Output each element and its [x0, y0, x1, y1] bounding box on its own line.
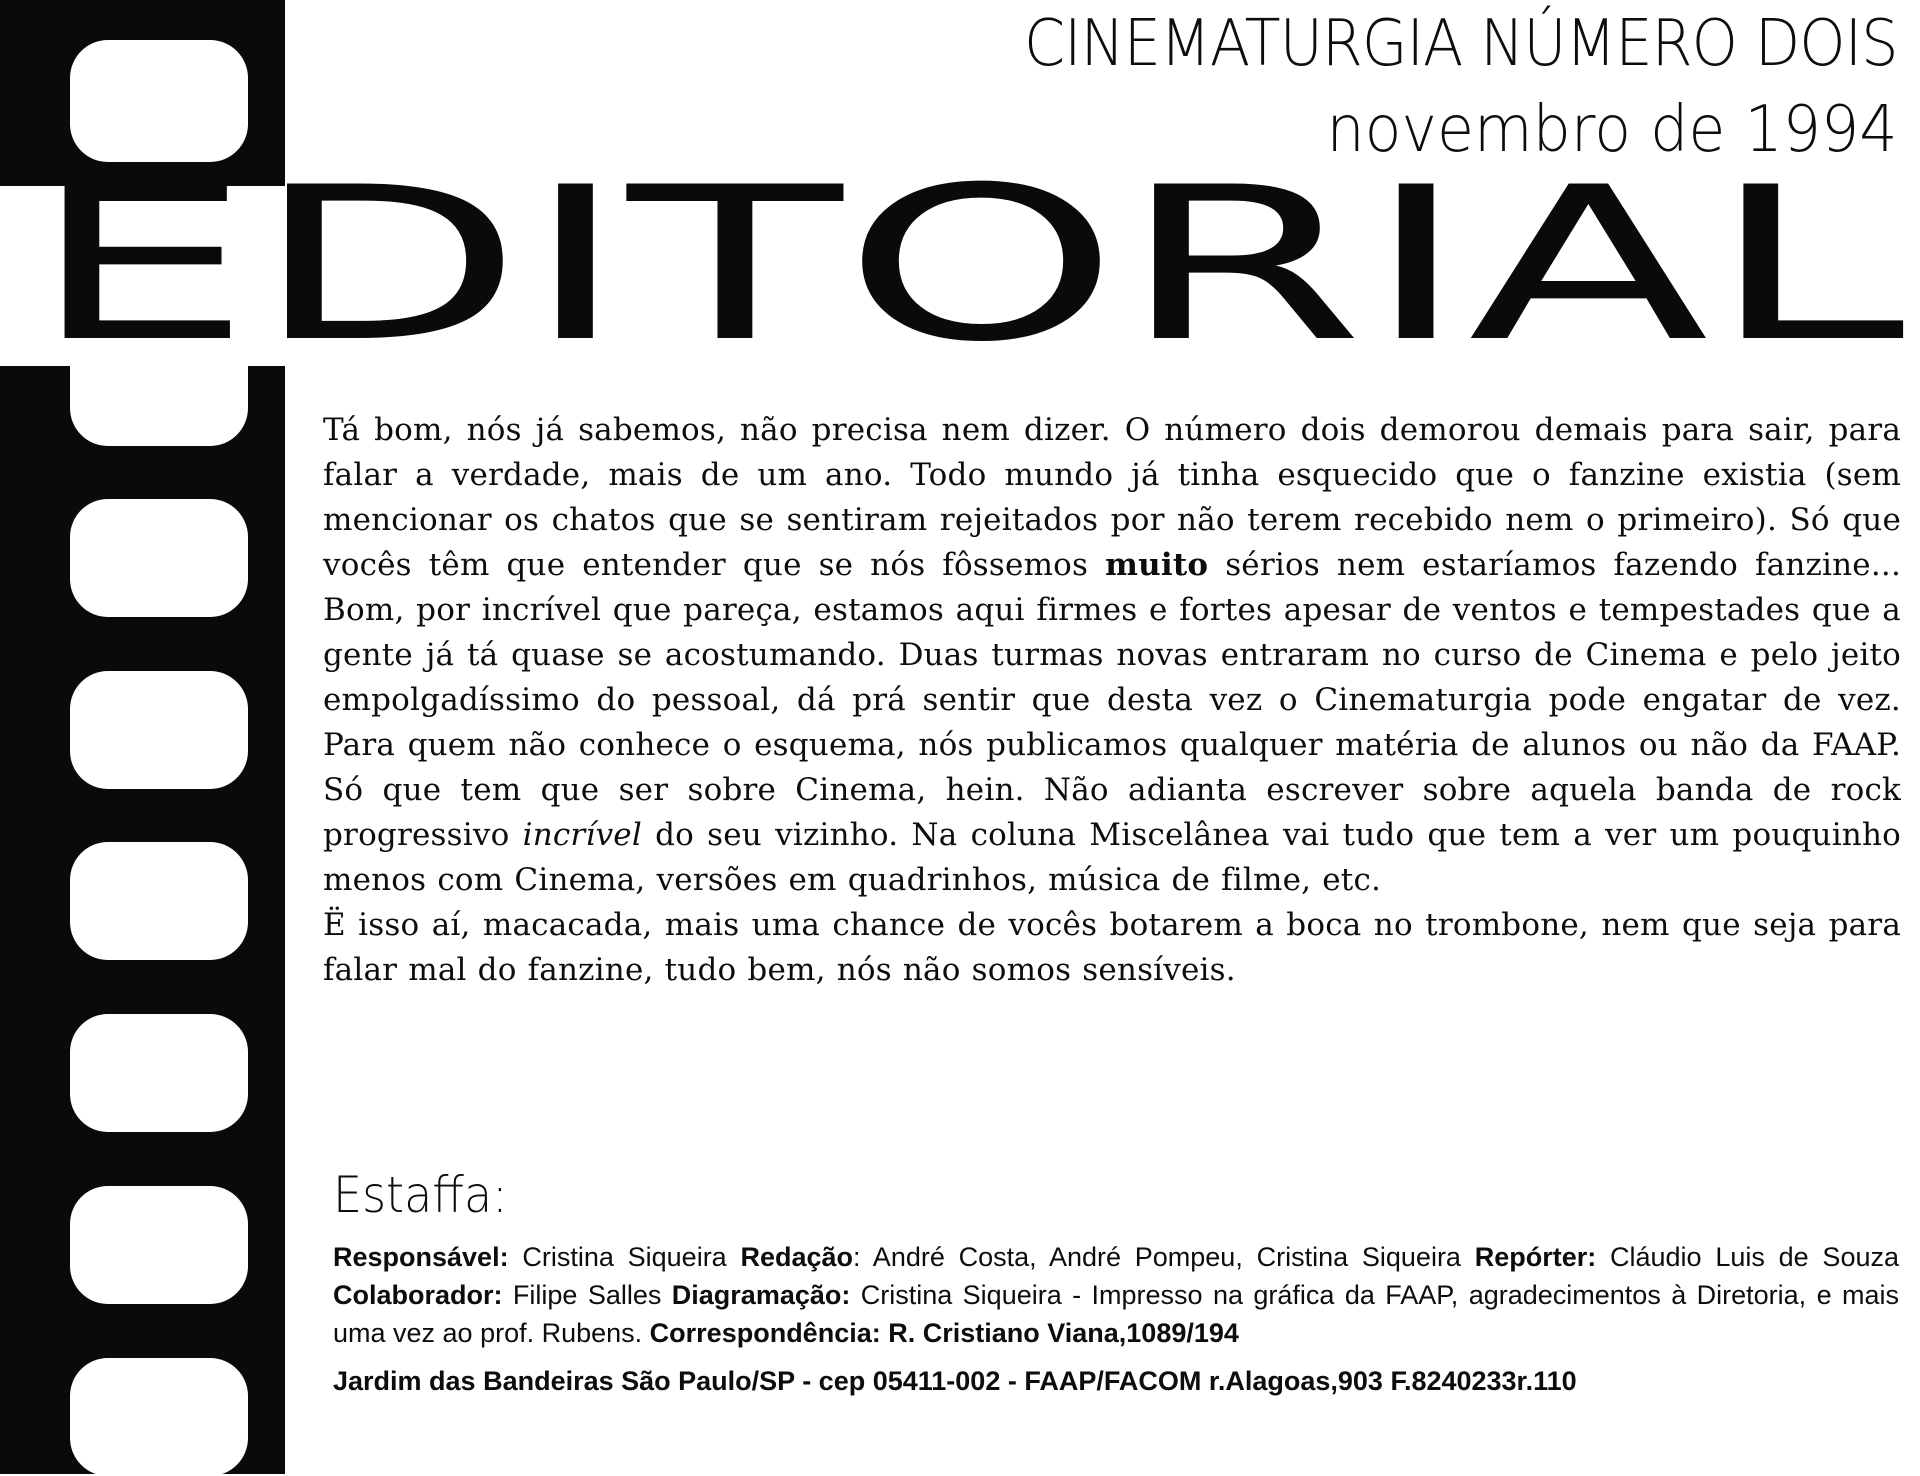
credit-value: Cláudio Luis de Souza: [1596, 1242, 1899, 1272]
issue-date: novembro de 1994: [1326, 93, 1898, 167]
film-perforation: [70, 1014, 248, 1132]
film-perforation: [70, 671, 248, 789]
credit-label: Colaborador:: [333, 1280, 503, 1310]
editorial-paragraph: Ë isso aí, macacada, mais uma chance de vocês botarem a boca no trombone, nem que seja para falar mal do fanzine, tudo bem, nós não somos sensíveis.: [323, 907, 1901, 988]
editorial-masthead-svg: [30, 178, 1910, 368]
film-perforation: [70, 1358, 248, 1476]
editorial-heading: EDITORIAL: [30, 178, 1905, 368]
editorial-masthead: [30, 178, 1910, 368]
credit-label: Redação: [740, 1242, 854, 1272]
film-strip-top: [0, 0, 285, 186]
correspondence-address: Correspondência: R. Cristiano Viana,1089/194: [649, 1318, 1239, 1348]
postal-address: Jardim das Bandeiras São Paulo/SP - cep 05411-002 - FAAP/FACOM r.Alagoas,903 F.8240233r.110: [333, 1366, 1577, 1396]
editorial-body: [323, 408, 1901, 993]
emphasis-italic: incrível: [522, 817, 642, 853]
credit-value: Filipe Salles: [502, 1280, 672, 1310]
film-perforation: [70, 499, 248, 617]
credit-value: Cristina Siqueira: [508, 1242, 741, 1272]
emphasis-bold: muito: [1105, 547, 1209, 583]
credit-label: Responsável:: [333, 1242, 509, 1272]
film-perforation: [70, 1186, 248, 1304]
film-perforation: [70, 40, 248, 162]
staff-credits: [333, 1238, 1899, 1352]
staff-heading: Estaffa:: [333, 1166, 508, 1224]
credit-value: : André Costa, André Pompeu, Cristina Siqueira: [853, 1242, 1475, 1272]
editorial-paragraph: [323, 408, 1901, 903]
credit-label: Repórter:: [1474, 1242, 1597, 1272]
editorial-text: Tá bom, nós já sabemos, não precisa nem dizer. O número dois demorou demais para sair, para falar a verdade, mais de um ano. Todo mundo já tinha esquecido que o fanzine existia (sem mencionar os chatos que se sentiram rejeitados por não terem recebido nem o primeiro). Só que vocês têm que entender que se nós fôssemos: [323, 412, 1901, 583]
film-perforation: [70, 842, 248, 960]
editorial-text: do seu vizinho. Na coluna Miscelânea vai tudo que tem a ver um pouquinho menos com Cinema, versões em quadrinhos, música de filme, etc.: [323, 817, 1901, 898]
editorial-text: sérios nem estaríamos fazendo fanzine... Bom, por incrível que pareça, estamos aqui firmes e fortes apesar de ventos e tempestades que a gente já tá quase se acostumando. Duas turmas novas entraram no curso de Cinema e pelo jeito empolgadíssimo do pessoal, dá prá sentir que desta vez o Cinematurgia pode engatar de vez. Para quem não conhece o esquema, nós publicamos qualquer matéria de alunos ou não da FAAP. Só que tem que ser sobre Cinema, hein. Não adianta escrever sobre aquela banda de rock progressivo: [323, 547, 1902, 853]
credit-label: Diagramação:: [671, 1280, 851, 1310]
film-strip-bottom: [0, 366, 285, 1474]
film-perforation: [70, 366, 248, 446]
magazine-title: CINEMATURGIA NÚMERO DOIS: [1024, 7, 1898, 81]
credit-value: Cristina Siqueira - Impresso na gráfica da FAAP, agradecimentos à Diretoria, e mais uma vez ao prof. Rubens.: [333, 1280, 1899, 1348]
